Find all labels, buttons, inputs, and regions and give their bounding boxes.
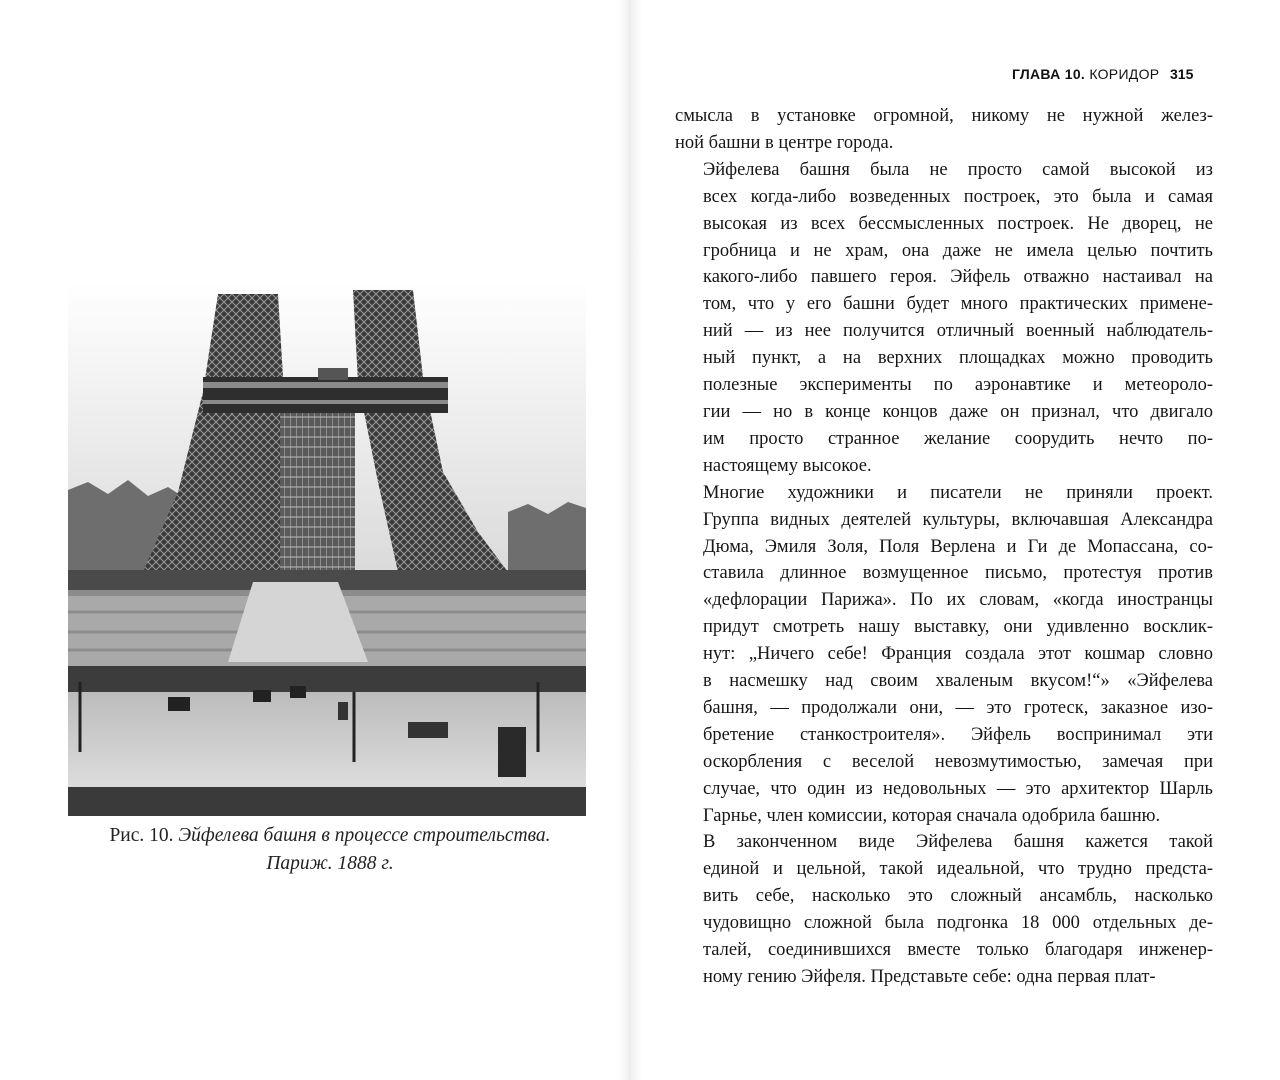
left-page	[0, 0, 620, 1080]
text-line: гии — но в конце концов даже он признал, что двигало	[703, 401, 1213, 422]
text-line: единой и цельной, такой идеальной, что трудно предста-	[703, 859, 1213, 880]
text-line: придут смотреть нашу выставку, они удивленно восклик-	[703, 617, 1213, 638]
text-line: башня, — продолжали они, — это гротеск, заказное изо-	[703, 697, 1213, 718]
text-line: смысла в установке огромной, никому не нужной желез-	[675, 106, 1213, 126]
paragraph	[675, 103, 1213, 157]
text-line: настоящему высокое.	[703, 455, 872, 476]
figure-caption-line1: Эйфелева башня в процессе строительства.	[178, 825, 551, 846]
text-line: в насмешку над своим хваленым вкусом!“» «Эйфелева	[703, 671, 1213, 692]
text-line: нут: „Ничего себе! Франция создала этот кошмар словно	[703, 644, 1213, 665]
paragraph	[675, 829, 1213, 990]
page-gutter	[618, 0, 642, 1080]
text-line: какого-либо павшего героя. Эйфель отважно настаивал на	[703, 267, 1213, 288]
right-page	[642, 0, 1280, 1080]
text-line: чудовищно сложной была подгонка 18 000 отдельных де-	[703, 913, 1213, 934]
text-line: Группа видных деятелей культуры, включавшая Александра	[703, 509, 1213, 530]
text-line: ный пункт, а на верхних площадках можно проводить	[703, 348, 1213, 369]
text-line: ной башни в центре города.	[675, 132, 894, 153]
text-line: вить себе, насколько это сложный ансамбль, насколько	[703, 886, 1213, 907]
chapter-title: КОРИДОР	[1089, 66, 1160, 82]
figure-caption	[80, 822, 580, 878]
text-line: В законченном виде Эйфелева башня кажется такой	[703, 832, 1213, 853]
text-line: талей, соединившихся вместе только благодаря инженер-	[703, 940, 1213, 961]
text-line: гробница и не храм, она даже не имела целью почтить	[703, 240, 1213, 261]
text-line: Гарнье, член комиссии, которая сначала одобрила башню.	[703, 805, 1161, 826]
text-line: ному гению Эйфеля. Представьте себе: одна первая плат-	[703, 967, 1156, 987]
text-line: высокая из всех бессмысленных построек. Не дворец, не	[703, 213, 1213, 234]
text-line: Эйфелева башня была не просто самой высокой из	[703, 159, 1213, 180]
text-line: всех когда-либо возведенных построек, это была и самая	[703, 186, 1213, 207]
text-line: оскорбления с веселой невозмутимостью, замечая при	[703, 751, 1213, 772]
page-number: 315	[1170, 66, 1194, 82]
text-line: «дефлорации Парижа». По их словам, «когда иностранцы	[703, 590, 1213, 611]
text-line: бретение станкостроителя». Эйфель воспринимал эти	[703, 724, 1213, 745]
photo-illustration	[68, 282, 586, 816]
text-line: ставила длинное возмущенное письмо, протестуя против	[703, 563, 1213, 584]
paragraph	[675, 157, 1213, 480]
chapter-number: ГЛАВА 10.	[1012, 66, 1086, 82]
figure-label: Рис. 10.	[109, 825, 174, 846]
text-line: ний — из нее получится отличный военный наблюдатель-	[703, 321, 1213, 342]
body-text	[675, 103, 1213, 991]
figure-caption-line2: Париж. 1888 г.	[266, 853, 394, 874]
text-line: полезные эксперименты по аэронавтике и метеороло-	[703, 375, 1213, 396]
text-line: случае, что один из недовольных — это архитектор Шарль	[703, 778, 1213, 799]
text-line: Дюма, Эмиля Золя, Поля Верлена и Ги де Мопассана, со-	[703, 536, 1213, 557]
text-line: Многие художники и писатели не приняли проект.	[703, 482, 1213, 503]
text-line: им просто странное желание соорудить нечто по-	[703, 428, 1213, 449]
text-line: том, что у его башни будет много практических примене-	[703, 294, 1213, 315]
paragraph	[675, 480, 1213, 830]
eiffel-tower-construction-photo	[68, 282, 586, 816]
